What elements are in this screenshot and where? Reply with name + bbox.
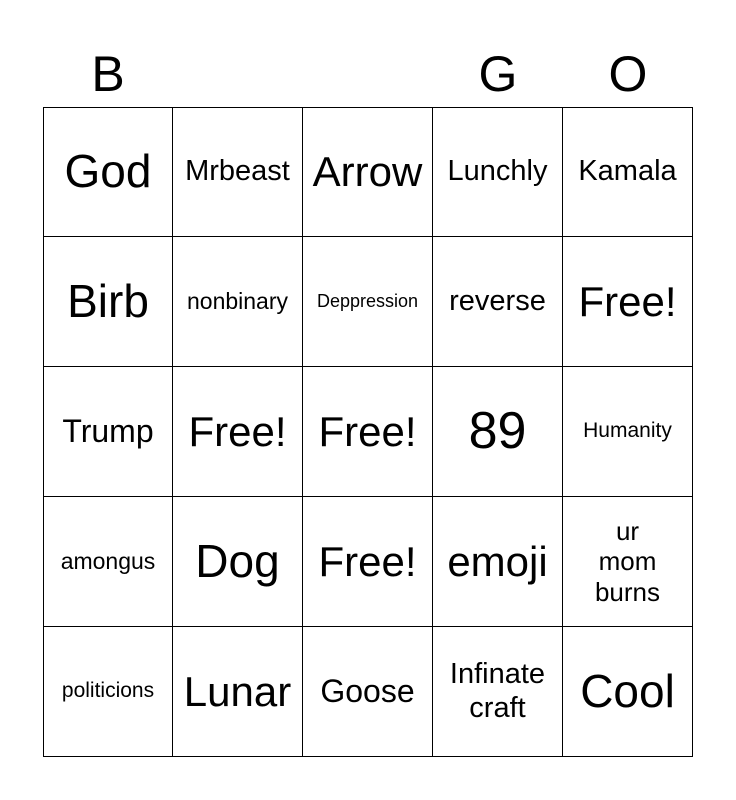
bingo-cell[interactable]: [173, 367, 303, 497]
bingo-cell[interactable]: [563, 497, 693, 627]
bingo-cell[interactable]: [433, 497, 563, 627]
header-letter-i: [173, 40, 303, 107]
bingo-cell[interactable]: [563, 367, 693, 497]
bingo-cell[interactable]: [563, 237, 693, 367]
header-letter-o: O: [608, 45, 648, 102]
cell-text: Deppression: [316, 290, 419, 311]
cell-text: Trump: [62, 412, 154, 449]
header-letter-n: [303, 40, 433, 107]
bingo-cell[interactable]: [43, 107, 173, 237]
cell-text: 89: [468, 402, 527, 461]
cell-text: Free!: [318, 407, 417, 455]
cell-text: nonbinary: [186, 288, 289, 315]
bingo-cell[interactable]: [173, 497, 303, 627]
cell-text: God: [64, 145, 152, 198]
cell-text: Free!: [578, 277, 677, 325]
bingo-cell[interactable]: [303, 627, 433, 757]
bingo-header: [43, 40, 693, 107]
bingo-cell[interactable]: [43, 497, 173, 627]
bingo-board: [43, 107, 693, 757]
cell-text: politicions: [61, 679, 155, 703]
bingo-cell[interactable]: [173, 107, 303, 237]
header-letter-b: B: [91, 45, 125, 102]
bingo-cell[interactable]: [303, 497, 433, 627]
bingo-cell[interactable]: [43, 367, 173, 497]
cell-text: Birb: [67, 274, 149, 327]
cell-text: Goose: [320, 672, 415, 709]
cell-text: Arrow: [312, 148, 423, 196]
cell-text: Infinate craft: [449, 657, 546, 724]
bingo-cell[interactable]: [173, 627, 303, 757]
bingo-cell[interactable]: [303, 107, 433, 237]
cell-text: reverse: [449, 284, 546, 317]
bingo-cell[interactable]: [43, 237, 173, 367]
cell-text: Kamala: [578, 155, 677, 188]
bingo-cell[interactable]: [563, 627, 693, 757]
cell-text: emoji: [447, 537, 548, 585]
bingo-cell[interactable]: [433, 107, 563, 237]
cell-text: Lunar: [183, 667, 292, 715]
cell-text: Humanity: [583, 419, 672, 443]
bingo-cell[interactable]: [433, 367, 563, 497]
bingo-cell[interactable]: [43, 627, 173, 757]
bingo-cell[interactable]: [433, 627, 563, 757]
cell-text: Free!: [318, 537, 417, 585]
cell-text: Mrbeast: [185, 155, 290, 188]
cell-text: Cool: [580, 664, 675, 717]
bingo-cell[interactable]: [563, 107, 693, 237]
cell-text: Dog: [195, 534, 280, 587]
cell-text: amongus: [60, 548, 156, 575]
bingo-cell[interactable]: [303, 237, 433, 367]
cell-text: Free!: [188, 407, 287, 455]
bingo-cell[interactable]: [433, 237, 563, 367]
cell-text: ur mom burns: [594, 515, 661, 607]
bingo-cell[interactable]: [173, 237, 303, 367]
cell-text: Lunchly: [447, 155, 548, 188]
bingo-cell[interactable]: [303, 367, 433, 497]
header-letter-g: G: [478, 45, 518, 102]
